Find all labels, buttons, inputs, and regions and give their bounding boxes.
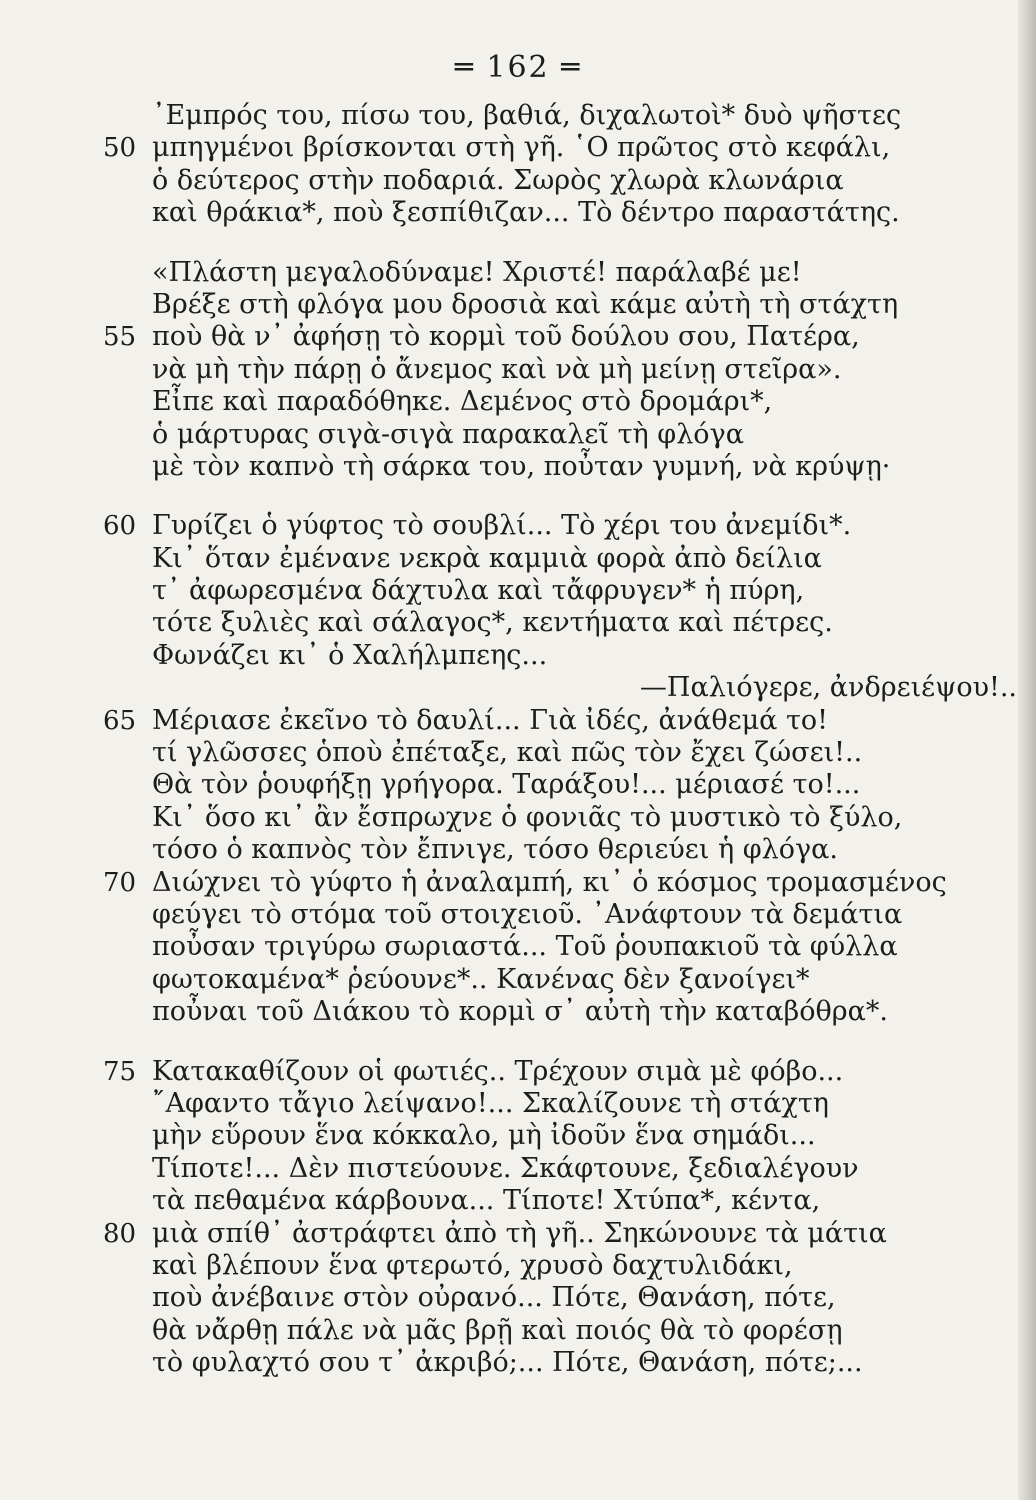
line-text: «Πλάστη μεγαλοδύναμε! Χριστέ! παράλαβέ με!	[152, 256, 802, 288]
poem-line	[0, 996, 1000, 1028]
line-text: μὲ τὸν καπνὸ τὴ σάρκα του, ποὖταν γυμνή, νὰ κρύψῃ·	[152, 450, 891, 482]
poem-line	[0, 640, 1000, 672]
poem-line	[0, 607, 1000, 639]
line-text: ποὖσαν τριγύρω σωριαστά... Τοῦ ῥουπακιοῦ τὰ φύλλα	[152, 931, 898, 963]
line-text: ποὺ ἀνέβαινε στὸν οὐρανό... Πότε, Θανάση, πότε,	[152, 1282, 836, 1314]
line-text: τότε ξυλιὲς καὶ σάλαγος*, κεντήματα καὶ πέτρες.	[152, 607, 833, 639]
stanza	[0, 510, 1017, 1028]
line-text: ῎Αφαντο τἄγιο λείψανο!... Σκαλίζουνε τὴ στάχτη	[152, 1087, 829, 1119]
line-text: τόσο ὁ καπνὸς τὸν ἔπνιγε, τόσο θεριεύει ἡ φλόγα.	[152, 834, 838, 866]
line-text: ποὖναι τοῦ Διάκου τὸ κορμὶ σ᾿ αὐτὴ τὴν καταβόθρα*.	[152, 996, 888, 1028]
poem-line	[0, 543, 1000, 575]
page-edge-shadow	[1018, 0, 1036, 1500]
poem-line	[0, 1120, 1000, 1152]
poem-line	[0, 834, 1000, 866]
poem-line	[0, 1185, 1000, 1217]
poem-line	[0, 769, 1000, 801]
poem-line	[0, 867, 1000, 899]
stanza	[0, 257, 1000, 484]
poem-line	[0, 354, 1000, 386]
line-number: 75	[103, 1056, 137, 1087]
page-number: ═ 162 ═	[454, 50, 582, 85]
line-text: ὁ μάρτυρας σιγὰ-σιγὰ παρακαλεῖ τὴ φλόγα	[152, 418, 744, 450]
line-number: 55	[103, 322, 137, 353]
line-text: τὰ πεθαμένα κάρβουνα... Τίποτε! Χτύπα*, κέντα,	[152, 1185, 821, 1217]
line-text: τί γλῶσσες ὁποὺ ἐπέταξε, καὶ πῶς τὸν ἔχει ζώσει!..	[152, 737, 863, 769]
poem-line	[0, 132, 1000, 164]
line-text: —Παλιόγερε, ἀνδρειέψου!..	[639, 672, 1017, 704]
poem-line	[0, 1250, 1000, 1282]
poem-line	[0, 1153, 1000, 1185]
poem-line	[0, 289, 1000, 321]
poem-line	[0, 1088, 1000, 1120]
poem-line	[0, 931, 1000, 963]
line-text: Φωνάζει κι᾿ ὁ Χαλήλμπεης...	[152, 639, 548, 671]
poem-line	[0, 451, 1000, 483]
line-text: Κι᾿ ὅσο κι᾿ ἂν ἔσπρωχνε ὁ φονιᾶς τὸ μυστικὸ τὸ ξύλο,	[152, 801, 903, 833]
line-text: Τίποτε!... Δὲν πιστεύουνε. Σκάφτουνε, ξεδιαλέγουν	[152, 1152, 859, 1184]
line-number: 50	[103, 133, 137, 164]
poem-line	[0, 802, 1000, 834]
poem-line	[0, 1347, 1000, 1379]
line-text: μπηγμένοι βρίσκονται στὴ γῆ. ῾Ο πρῶτος στὸ κεφάλι,	[152, 132, 891, 164]
poem-line	[0, 672, 1017, 704]
stanza	[0, 1056, 1000, 1380]
line-number: 65	[103, 705, 137, 736]
line-text: Γυρίζει ὁ γύφτος τὸ σουβλί... Τὸ χέρι του ἀνεμίδι*.	[152, 510, 852, 542]
line-text: φεύγει τὸ στόμα τοῦ στοιχειοῦ. ᾿Ανάφτουν τὰ δεμάτια	[152, 898, 903, 930]
line-text: ᾿Εμπρός του, πίσω του, βαθιά, διχαλωτοὶ* δυὸ ψῆστες	[152, 100, 902, 131]
line-text: φωτοκαμένα* ῥεύουνε*.. Κανένας δὲν ξανοίγει*	[152, 963, 810, 995]
line-text: ὁ δεύτερος στὴν ποδαριά. Σωρὸς χλωρὰ κλωνάρια	[152, 164, 844, 196]
line-text: Διώχνει τὸ γύφτο ἡ ἀναλαμπή, κι᾿ ὁ κόσμος τρομασμένος	[152, 866, 947, 898]
line-text: νὰ μὴ τὴν πάρῃ ὁ ἄνεμος καὶ νὰ μὴ μείνῃ στεῖρα».	[152, 353, 842, 385]
poem-line	[0, 510, 1000, 542]
line-text: μὴν εὕρουν ἕνα κόκκαλο, μὴ ἰδοῦν ἕνα σημάδι...	[152, 1120, 816, 1152]
poem-line	[0, 321, 1000, 353]
stanza	[0, 100, 1000, 230]
line-text: Μέριασε ἐκεῖνο τὸ δαυλί... Γιὰ ἰδές, ἀνάθεμά το!	[152, 704, 829, 736]
poem-line	[0, 1218, 1000, 1250]
line-text: Κι᾿ ὅταν ἐμένανε νεκρὰ καμμιὰ φορὰ ἀπὸ δείλια	[152, 542, 822, 574]
line-number: 60	[103, 511, 137, 542]
poem-line	[0, 419, 1000, 451]
poem-body	[0, 100, 1017, 1406]
poem-line	[0, 1056, 1000, 1088]
poem-line	[0, 899, 1000, 931]
poem-line	[0, 705, 1000, 737]
poem-line	[0, 386, 1000, 418]
poem-line	[0, 1315, 1000, 1347]
line-text: θὰ νἄρθῃ πάλε νὰ μᾶς βρῇ καὶ ποιός θὰ τὸ φορέσῃ	[152, 1314, 843, 1346]
poem-line	[0, 737, 1000, 769]
line-text: μιὰ σπίθ᾿ ἀστράφτει ἀπὸ τὴ γῆ.. Σηκώνουνε τὰ μάτια	[152, 1217, 887, 1249]
poem-line	[0, 100, 1000, 132]
line-text: τὸ φυλαχτό σου τ᾿ ἀκριβό;... Πότε, Θανάση, πότε;...	[152, 1347, 863, 1379]
poem-line	[0, 964, 1000, 996]
poem-line	[0, 165, 1000, 197]
poem-line	[0, 1282, 1000, 1314]
line-number: 70	[103, 867, 137, 898]
line-text: ποὺ θὰ ν᾿ ἀφήσῃ τὸ κορμὶ τοῦ δούλου σου, Πατέρα,	[152, 321, 860, 353]
line-text: Κατακαθίζουν οἱ φωτιές.. Τρέχουν σιμὰ μὲ φόβο...	[152, 1055, 844, 1087]
line-text: καὶ βλέπουν ἕνα φτερωτό, χρυσὸ δαχτυλιδάκι,	[152, 1249, 793, 1281]
line-text: καὶ θράκια*, ποὺ ξεσπίθιζαν... Τὸ δέντρο παραστάτης.	[152, 197, 900, 229]
poem-line	[0, 575, 1000, 607]
line-text: Βρέξε στὴ φλόγα μου δροσιὰ καὶ κάμε αὐτὴ τὴ στάχτη	[152, 288, 899, 320]
line-text: τ᾿ ἀφωρεσμένα δάχτυλα καὶ τἄφρυγεν* ἡ πύρη,	[152, 575, 805, 607]
poem-line	[0, 257, 1000, 289]
line-text: Εἶπε καὶ παραδόθηκε. Δεμένος στὸ δρομάρι*,	[152, 386, 773, 418]
line-text: Θὰ τὸν ῥουφήξῃ γρήγορα. Ταράξου!... μέριασέ το!...	[152, 769, 861, 801]
line-number: 80	[103, 1218, 137, 1249]
poem-line	[0, 197, 1000, 229]
